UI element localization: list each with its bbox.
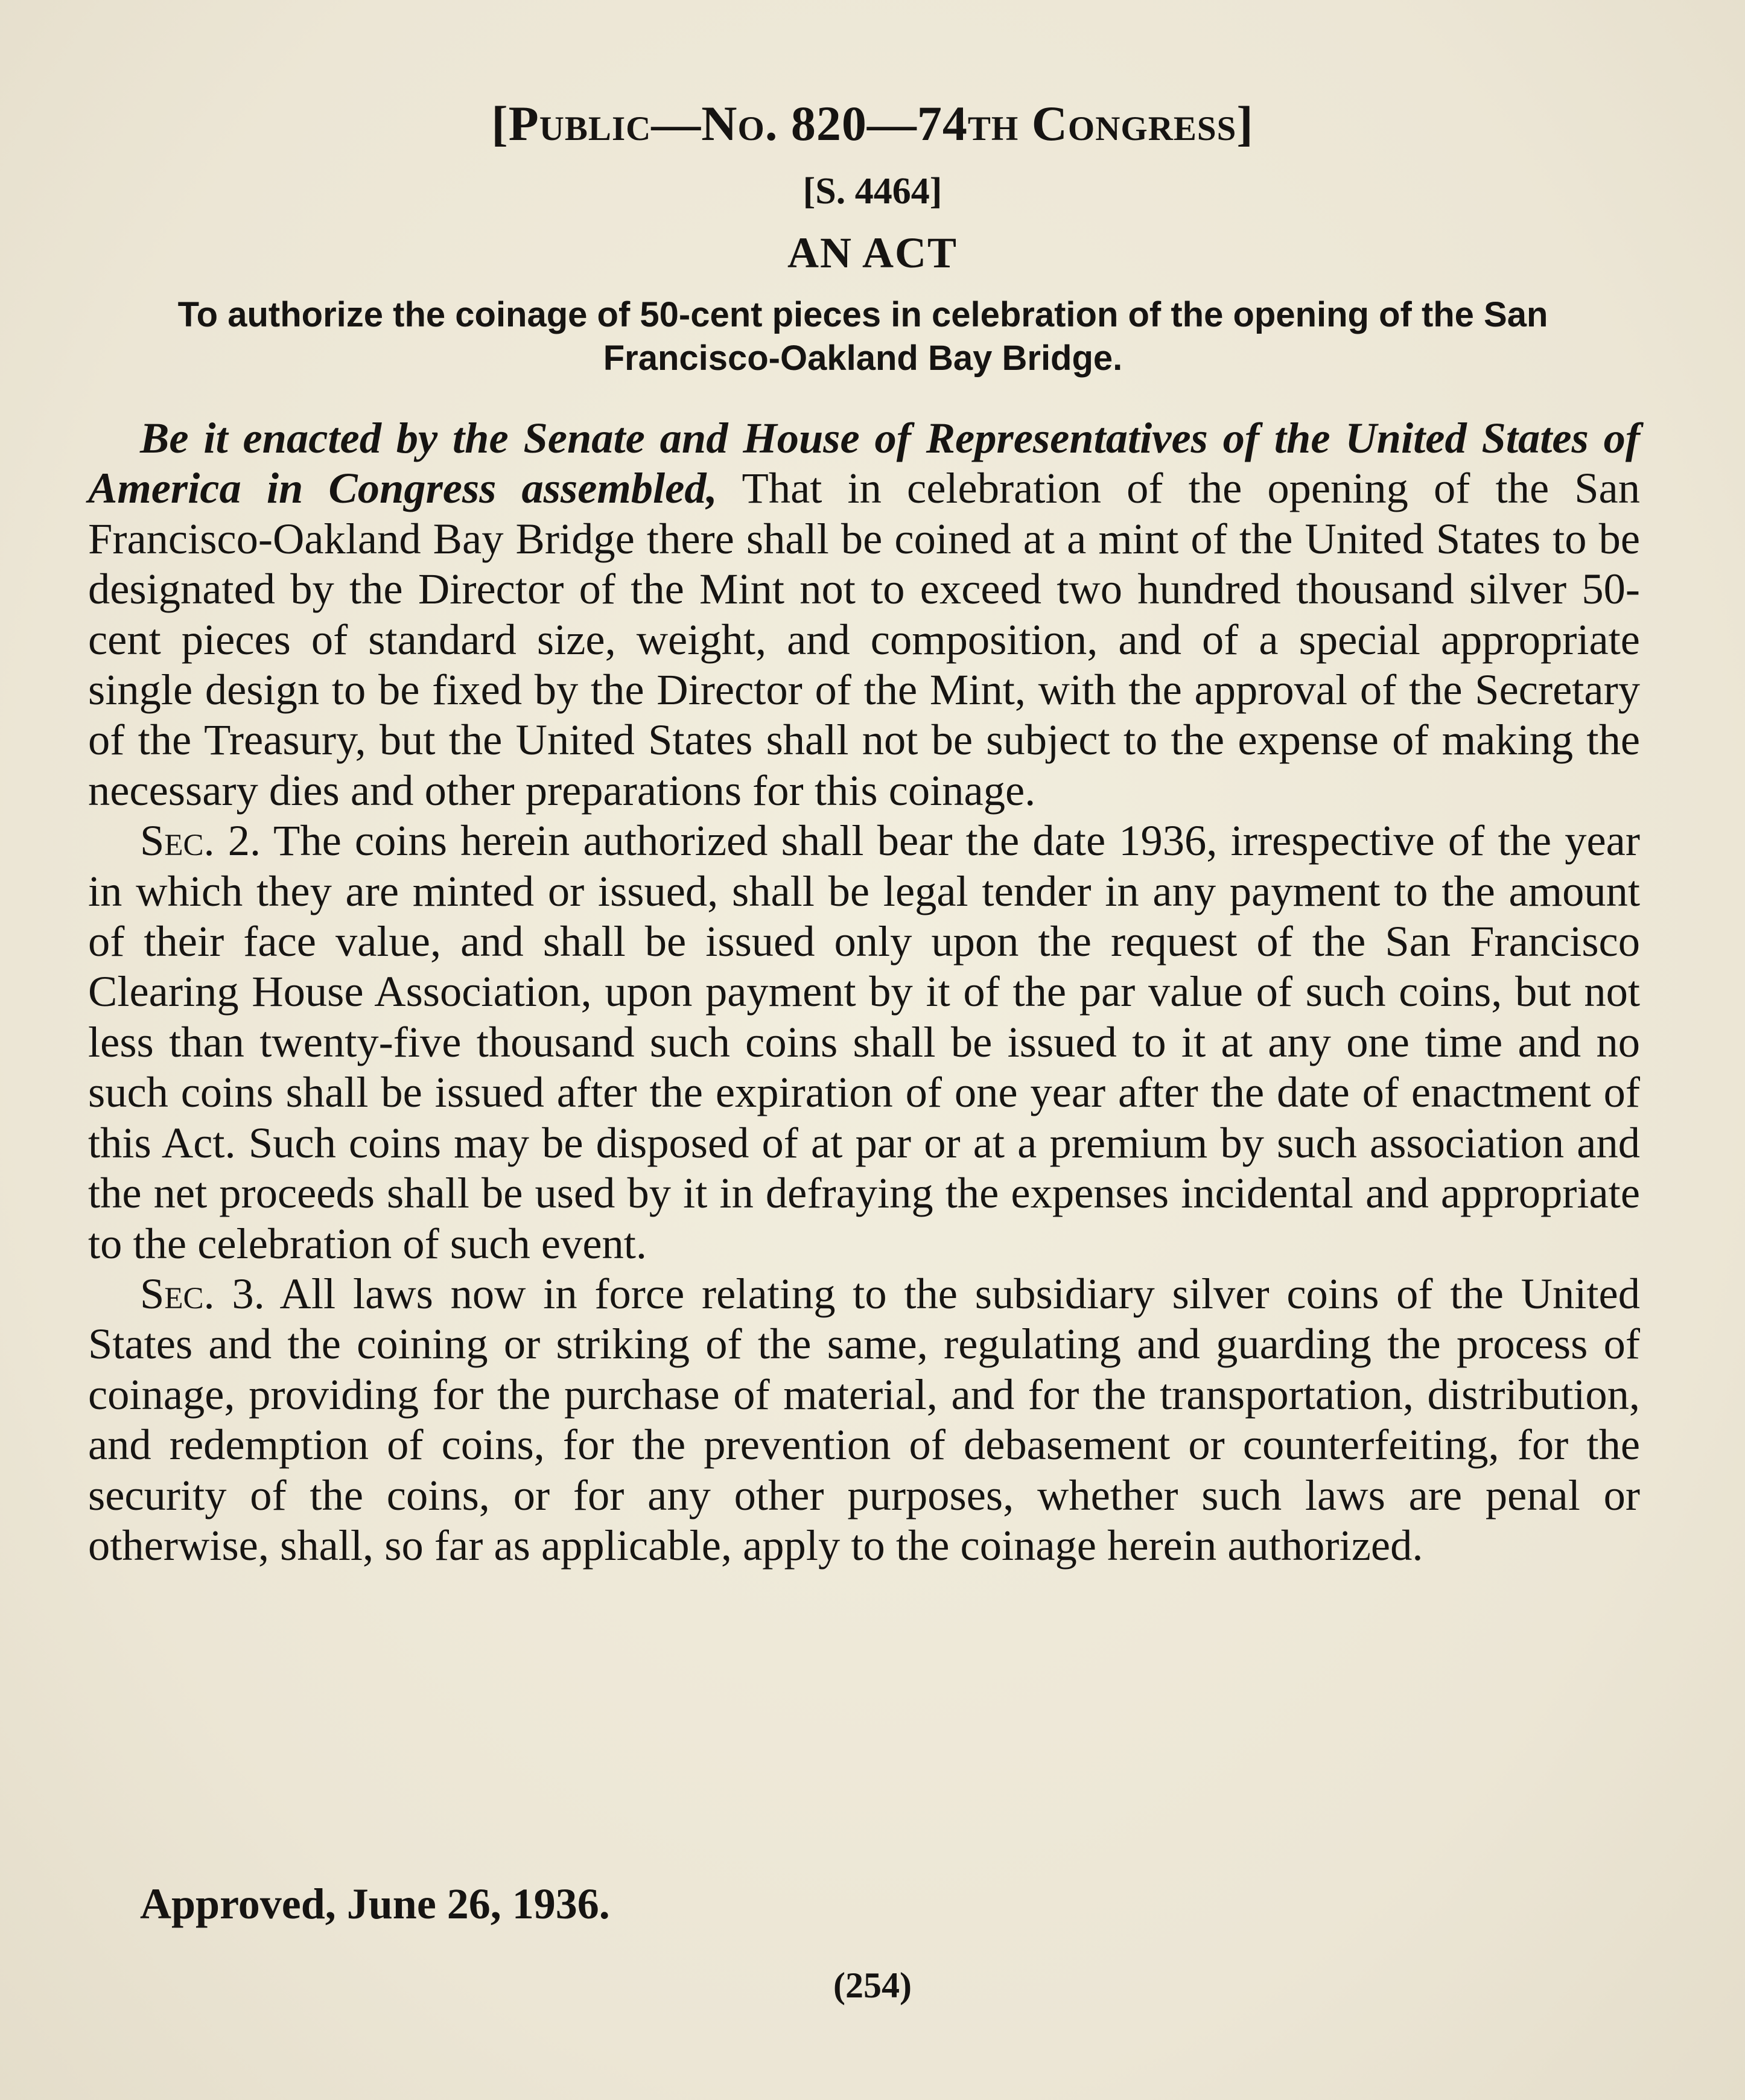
section-2-text: The coins herein authorized shall bear the date 1936, irrespective of the year in which they are minted or issued, shall be legal tender in any payment to the amount of their face value, and shall be issued only upon the request of the San Francisco Clearing House Association, upon payment by it of the par value of such coins, but not less than twenty-five thousand such coins shall be issued to it at any one time and no such coins shall be issued after the expiration of one year after the date of enactment of this Act. Such coins may be disposed of at par or at a premium by such association and the net proceeds shall be used by it in defraying the expenses incidental and appropriate to the celebration of such event. xyxy=(88,816,1640,1268)
page-number: (254) xyxy=(833,1965,912,2005)
section-2-paragraph xyxy=(88,815,1640,1268)
section-1-text: That in celebration of the opening of the San Francisco-Oakland Bay Bridge there shall be coined at a mint of the United States to be designated by the Director of the Mint not to exceed two hundred thousand silver 50-cent pieces of standard size, weight, and composition, and of a special appropriate single design to be fixed by the Director of the Mint, with the approval of the Secretary of the Treasury, but the United States shall not be subject to the expense of making the necessary dies and other preparations for this coinage. xyxy=(88,463,1640,815)
approval-date: Approved, June 26, 1936. xyxy=(140,1880,610,1928)
section-3-text: All laws now in force relating to the subsidiary silver coins of the United States and the coining or striking of the same, regulating and guarding the process of coinage, providing for the purchase of material, and for the transportation, distribution, and redemption of coins, for the prevention of debasement or counterfeiting, for the security of the coins, or for any other purposes, whether such laws are penal or otherwise, shall, so far as applicable, apply to the coinage herein authorized. xyxy=(88,1268,1640,1570)
public-law-number: [Public—No. 820—74th Congress] xyxy=(491,96,1254,151)
enacting-clause: Be it enacted by the Senate and House of Representatives of the United States of America in Congress assembled, xyxy=(88,413,1640,513)
section-2-label: Sec. 2. xyxy=(140,816,261,865)
act-heading: AN ACT xyxy=(787,229,958,277)
senate-bill-number: [S. 4464] xyxy=(803,171,942,212)
section-3-label: Sec. 3. xyxy=(140,1268,265,1318)
section-3-paragraph xyxy=(88,1268,1640,1570)
act-purpose: To authorize the coinage of 50-cent pieces in celebration of the opening of the San Francisco-Oakland Bay Bridge. xyxy=(177,295,1548,378)
act-body xyxy=(88,413,1640,1570)
section-1-paragraph xyxy=(88,413,1640,815)
